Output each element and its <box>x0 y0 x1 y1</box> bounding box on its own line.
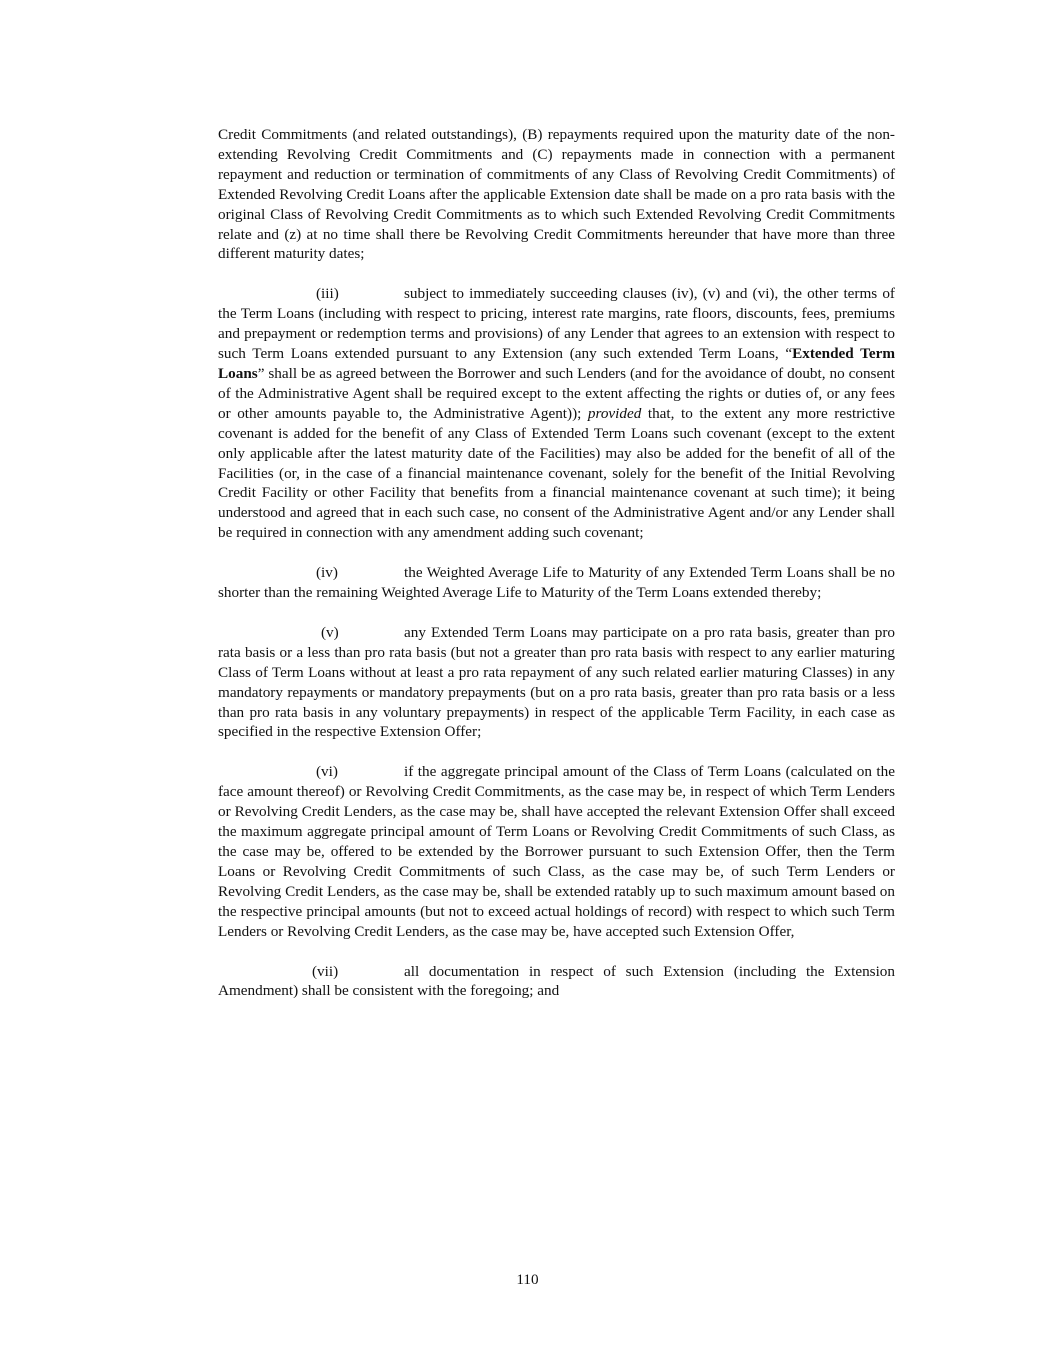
document-body <box>218 125 895 1001</box>
clause-vii-number-wrap <box>218 962 404 982</box>
clause-vi-label: (vi) <box>316 763 338 781</box>
clause-vii <box>218 962 895 1002</box>
clause-vi-number-wrap <box>218 762 404 782</box>
clause-iii-text-part-3: that, to the extent any more restrictive covenant is added for the benefit of any Class of Extended Term Loans such covenant (except to the extent only applicable after the latest maturity date of the Facilities) may also be added for the benefit of all of the Facilities (or, in the case of a financial maintenance covenant, solely for the benefit of the Initial Revolving Credit Facility or other Facility that benefits from a financial maintenance covenant at such time); it being understood and agreed that in each such case, no consent of the Administrative Agent and/or any Lender shall be required in connection with any amendment adding such covenant; <box>218 404 895 542</box>
clause-vi <box>218 762 895 941</box>
clause-v <box>218 623 895 742</box>
paragraph-spacer <box>218 942 895 962</box>
clause-vi-text: if the aggregate principal amount of the Class of Term Loans (calculated on the face amount thereof) or Revolving Credit Commitments, as the case may be, in respect of which Term Lenders or Revolving Credit Lenders, as the case may be, shall have accepted the relevant Extension Offer shall exceed the maximum aggregate principal amount of Term Loans or Revolving Credit Commitments of such Class, as the case may be, offered to be extended by the Borrower pursuant to such Extension Offer, then the Term Loans or Revolving Credit Commitments of such Class, as the case may be, of such Term Lenders or Revolving Credit Lenders, as the case may be, shall be extended ratably up to such maximum amount based on the respective principal amounts (but not to exceed actual holdings of record) with respect to which such Term Lenders or Revolving Credit Lenders, as the case may be, have accepted such Extension Offer, <box>218 763 895 940</box>
paragraph-spacer <box>218 742 895 762</box>
clause-iv <box>218 563 895 603</box>
continuation-paragraph: Credit Commitments (and related outstandings), (B) repayments required upon the maturity date of the non-extending Revolving Credit Commitments and (C) repayments made in connection with a permanent repayment and reduction or termination of commitments of any Class of Revolving Credit Commitments) of Extended Revolving Credit Loans after the applicable Extension date shall be made on a pro rata basis with the original Class of Revolving Credit Commitments as to which such Extended Revolving Credit Commitments relate and (z) at no time shall there be Revolving Credit Commitments hereunder that have more than three different maturity dates; <box>218 126 895 263</box>
clause-v-label: (v) <box>321 623 339 641</box>
clause-iii-label: (iii) <box>316 285 339 303</box>
paragraph-spacer <box>218 603 895 623</box>
clause-iii-defined-term: Extended Term Loans <box>218 345 895 382</box>
paragraph-spacer <box>218 264 895 284</box>
clause-iii-provided-term: provided <box>587 404 642 422</box>
clause-iii-number-wrap <box>218 284 404 304</box>
clause-iii-text-part-1: subject to immediately succeeding clauses (iv), (v) and (vi), the other terms of the Term Loans (including with respect to pricing, interest rate margins, rate floors, discounts, fees, premiums and prepayment or redemption terms and provisions) of any Lender that agrees to an extension with respect to such Term Loans extended pursuant to any Extension (any such extended Term Loans, “ <box>218 285 895 363</box>
clause-iii-text-part-2: ” shall be as agreed between the Borrower and such Lenders (and for the avoidance of doubt, no consent of the Administrative Agent shall be required except to the extent affecting the rights or duties of, or any fees or other amounts payable to, the Administrative Agent)); <box>218 364 895 422</box>
clause-v-number-wrap <box>218 623 404 643</box>
paragraph-spacer <box>218 543 895 563</box>
clause-iv-text: the Weighted Average Life to Maturity of any Extended Term Loans shall be no shorter than the remaining Weighted Average Life to Maturity of the Term Loans extended thereby; <box>218 564 895 602</box>
clause-iv-label: (iv) <box>316 564 338 582</box>
clause-iv-number-wrap <box>218 563 404 583</box>
clause-iii <box>218 284 895 543</box>
clause-vii-label: (vii) <box>312 962 339 980</box>
clause-vii-text: all documentation in respect of such Extension (including the Extension Amendment) shall be consistent with the foregoing; and <box>218 962 895 1000</box>
page-number: 110 <box>516 1271 539 1288</box>
clause-v-text: any Extended Term Loans may participate on a pro rata basis, greater than pro rata basis or a less than pro rata basis (but not a greater than pro rata basis with respect to any earlier maturing Class of Term Loans without at least a pro rata repayment of any such related earlier maturing Classes) in any mandatory repayments or mandatory prepayments (but on a pro rata basis, greater than pro rata basis or a less than pro rata basis in any voluntary prepayments) in respect of the applicable Term Facility, in each case as specified in the respective Extension Offer; <box>218 623 895 741</box>
